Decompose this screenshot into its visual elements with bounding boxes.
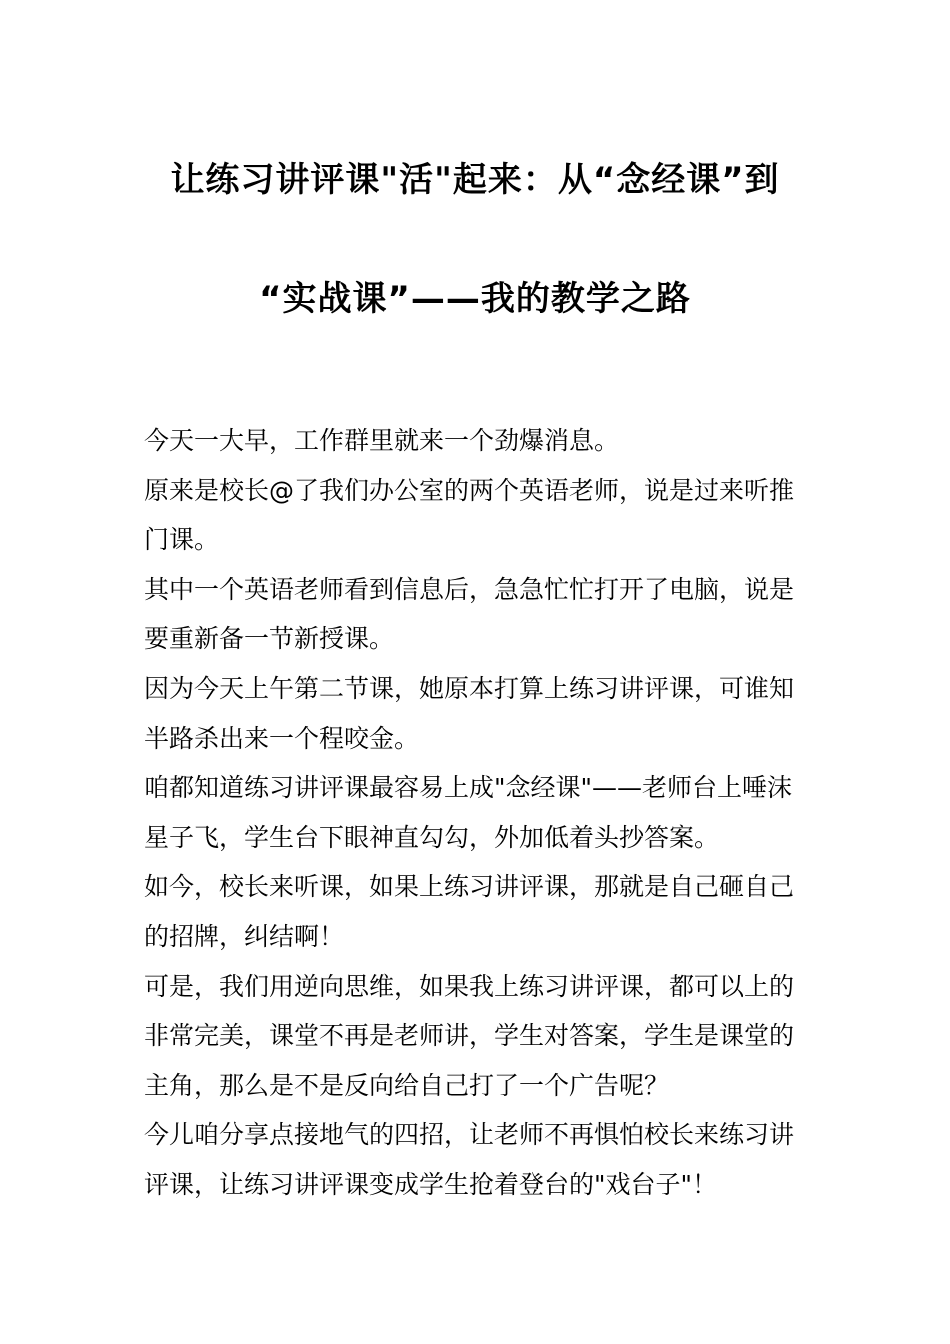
document-title-line-2: “实战课”——我的教学之路	[259, 279, 691, 319]
paragraph: 可是，我们用逆向思维，如果我上练习讲评课，都可以上的非常完美，课堂不再是老师讲，学生对答案，学生是课堂的主角，那么是不是反向给自己打了一个广告呢？	[144, 971, 795, 1100]
paragraph: 原来是校长@了我们办公室的两个英语老师，说是过来听推门课。	[144, 475, 795, 555]
paragraph: 如今，校长来听课，如果上练习讲评课，那就是自己砸自己的招牌，纠结啊！	[144, 872, 795, 951]
paragraph: 今儿咱分享点接地气的四招，让老师不再惧怕校长来练习讲评课，让练习讲评课变成学生抢着登台的"戏台子"！	[144, 1120, 795, 1199]
document-title-line-1: 让练习讲评课"活"起来：从“念经课”到	[170, 160, 780, 200]
paragraph: 今天一大早，工作群里就来一个劲爆消息。	[144, 426, 620, 455]
document-body	[144, 416, 809, 1210]
paragraph: 咱都知道练习讲评课最容易上成"念经课"——老师台上唾沫星子飞，学生台下眼神直勾勾，外加低着头抄答案。	[144, 773, 793, 852]
paragraph: 其中一个英语老师看到信息后，急急忙忙打开了电脑，说是要重新备一节新授课。	[144, 574, 795, 654]
paragraph: 因为今天上午第二节课，她原本打算上练习讲评课，可谁知半路杀出来一个程咬金。	[144, 673, 795, 753]
